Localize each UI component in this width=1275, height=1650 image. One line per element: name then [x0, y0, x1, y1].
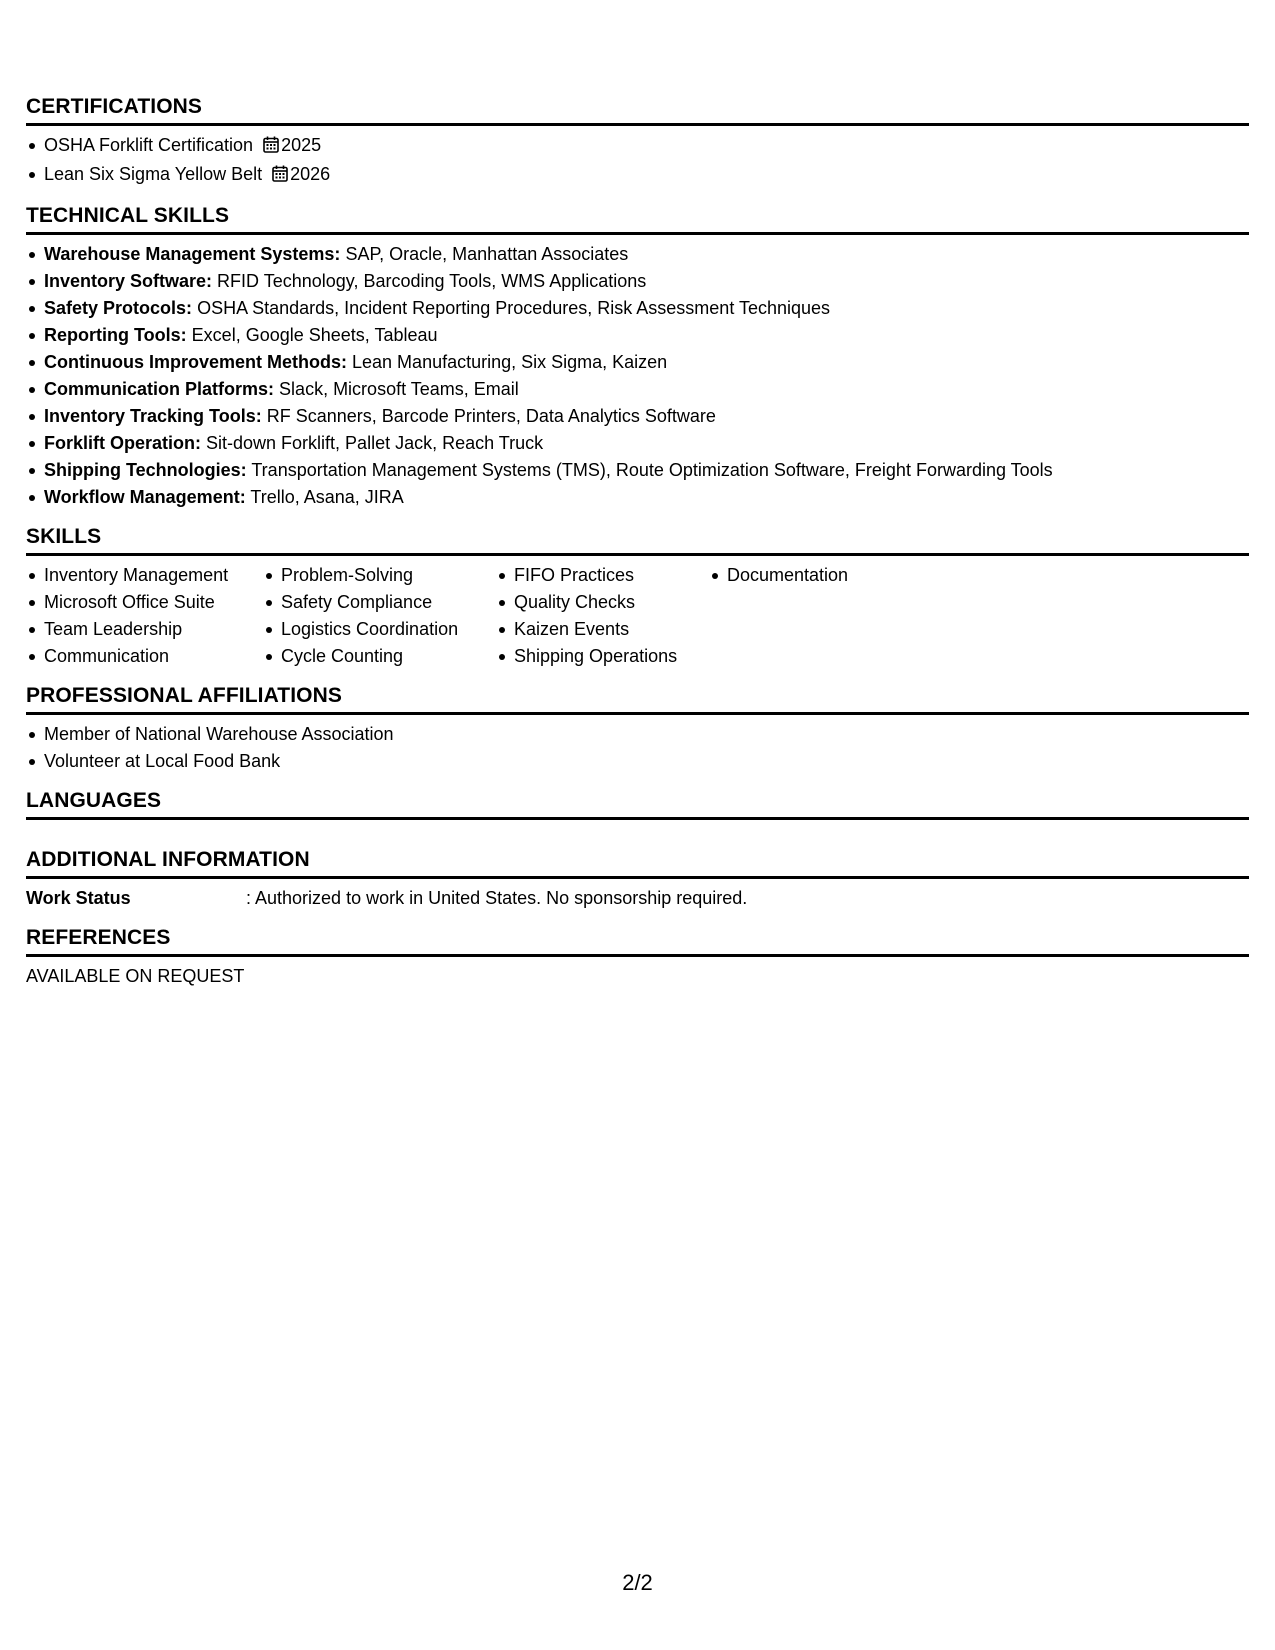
skill-category: Inventory Software: [44, 271, 213, 291]
skills-column [263, 562, 496, 670]
skill-category: Warehouse Management Systems: [44, 244, 341, 264]
calendar-icon [263, 134, 279, 161]
section-title-certifications: CERTIFICATIONS [26, 95, 1249, 126]
skills-column [26, 562, 263, 670]
certification-name: OSHA Forklift Certification [44, 135, 254, 155]
section-title-languages: LANGUAGES [26, 789, 1249, 820]
skills-section [26, 525, 1249, 670]
list-item: Inventory Management [26, 562, 263, 589]
skill-category: Workflow Management: [44, 487, 246, 507]
list-item [26, 349, 1249, 376]
list-item: Microsoft Office Suite [26, 589, 263, 616]
skill-category: Inventory Tracking Tools: [44, 406, 262, 426]
section-title-references: REFERENCES [26, 926, 1249, 957]
list-item [26, 376, 1249, 403]
list-item: Kaizen Events [496, 616, 709, 643]
certification-year: 2026 [290, 164, 331, 184]
languages-section [26, 789, 1249, 820]
skill-values: Sit-down Forklift, Pallet Jack, Reach Truck [206, 433, 544, 453]
skills-column [496, 562, 709, 670]
skill-values: Trello, Asana, JIRA [250, 487, 404, 507]
list-item: Volunteer at Local Food Bank [26, 748, 1249, 775]
skill-values: Transportation Management Systems (TMS), Route Optimization Software, Freight Forwarding Tools [251, 460, 1053, 480]
list-item [26, 241, 1249, 268]
skills-column [709, 562, 909, 670]
section-title-skills: SKILLS [26, 525, 1249, 556]
page-number: 2/2 [622, 1570, 653, 1595]
skill-category: Communication Platforms: [44, 379, 275, 399]
list-item [26, 132, 1249, 161]
list-item [26, 403, 1249, 430]
references-section [26, 926, 1249, 990]
resume-page [26, 95, 1249, 1004]
list-item: Safety Compliance [263, 589, 496, 616]
skill-category: Shipping Technologies: [44, 460, 247, 480]
section-title-technical-skills: TECHNICAL SKILLS [26, 204, 1249, 235]
list-item: Team Leadership [26, 616, 263, 643]
certifications-section [26, 95, 1249, 190]
list-item [26, 484, 1249, 511]
technical-skills-section [26, 204, 1249, 511]
list-item [26, 457, 1249, 484]
skill-values: RF Scanners, Barcode Printers, Data Analytics Software [266, 406, 716, 426]
list-item [26, 268, 1249, 295]
list-item: Logistics Coordination [263, 616, 496, 643]
list-item: Member of National Warehouse Association [26, 721, 1249, 748]
certification-year: 2025 [281, 135, 322, 155]
list-item [26, 430, 1249, 457]
references-text: AVAILABLE ON REQUEST [26, 966, 245, 986]
list-item: FIFO Practices [496, 562, 709, 589]
work-status-value: : Authorized to work in United States. No sponsorship required. [246, 888, 748, 908]
skill-values: SAP, Oracle, Manhattan Associates [345, 244, 629, 264]
certifications-list [26, 132, 1249, 190]
list-item: Documentation [709, 562, 909, 589]
skill-category: Reporting Tools: [44, 325, 187, 345]
section-title-affiliations: PROFESSIONAL AFFILIATIONS [26, 684, 1249, 715]
additional-info-section [26, 848, 1249, 912]
skill-values: Slack, Microsoft Teams, Email [279, 379, 519, 399]
calendar-icon [272, 163, 288, 190]
technical-skills-list [26, 241, 1249, 511]
skill-category: Continuous Improvement Methods: [44, 352, 347, 372]
skill-category: Forklift Operation: [44, 433, 201, 453]
list-item: Problem-Solving [263, 562, 496, 589]
skill-category: Safety Protocols: [44, 298, 193, 318]
affiliations-list [26, 721, 1249, 775]
skill-values: OSHA Standards, Incident Reporting Procedures, Risk Assessment Techniques [197, 298, 831, 318]
section-title-additional-info: ADDITIONAL INFORMATION [26, 848, 1249, 879]
skill-values: Excel, Google Sheets, Tableau [191, 325, 438, 345]
skill-values: RFID Technology, Barcoding Tools, WMS Applications [217, 271, 647, 291]
list-item: Cycle Counting [263, 643, 496, 670]
skills-grid [26, 562, 1249, 670]
list-item [26, 322, 1249, 349]
certification-name: Lean Six Sigma Yellow Belt [44, 164, 263, 184]
work-status-label: Work Status [26, 888, 131, 908]
list-item: Quality Checks [496, 589, 709, 616]
list-item [26, 295, 1249, 322]
list-item: Shipping Operations [496, 643, 709, 670]
work-status-row [26, 885, 1249, 912]
list-item: Communication [26, 643, 263, 670]
affiliations-section [26, 684, 1249, 775]
list-item [26, 161, 1249, 190]
skill-values: Lean Manufacturing, Six Sigma, Kaizen [352, 352, 668, 372]
